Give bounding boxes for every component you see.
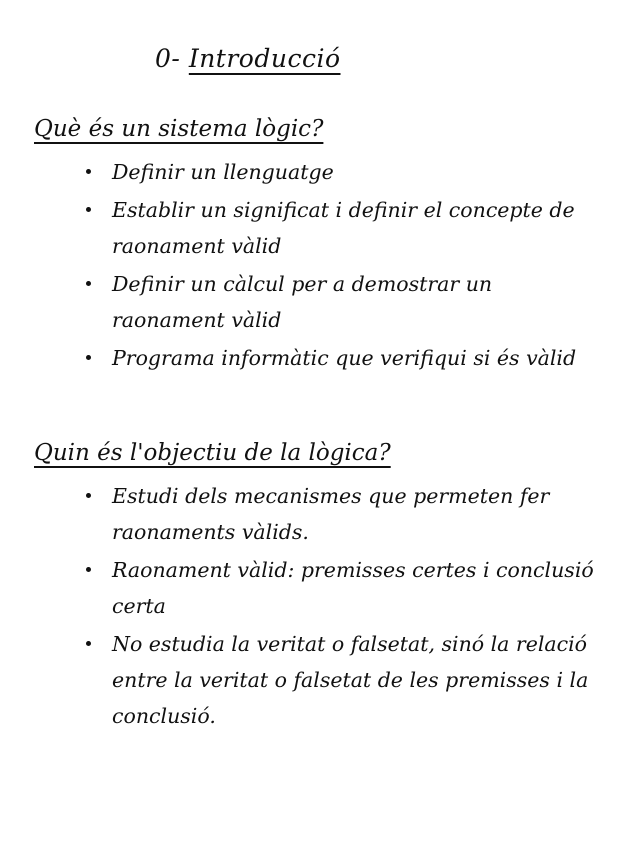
bullet-list-logic-objective: [80, 478, 610, 736]
list-item: [80, 154, 610, 190]
list-item-text: Definir un càlcul per a demostrar un raonament vàlid: [112, 272, 493, 332]
bullet-list-logic-system: [80, 154, 610, 378]
bullet-icon: [86, 493, 91, 498]
section-heading-logic-system: Què és un sistema lògic?: [34, 116, 324, 142]
page-title: [155, 44, 341, 73]
list-item-text: Programa informàtic que verifiqui si és vàlid: [112, 346, 577, 370]
bullet-icon: [86, 641, 91, 646]
list-item: [80, 552, 610, 624]
list-item-text: Raonament vàlid: premisses certes i conclusió certa: [112, 558, 594, 618]
bullet-icon: [86, 355, 91, 360]
list-item-text: Definir un llenguatge: [112, 160, 334, 184]
title-number: 0-: [155, 44, 181, 73]
list-item: [80, 478, 610, 550]
bullet-icon: [86, 281, 91, 286]
list-item-text: No estudia la veritat o falsetat, sinó la relació entre la veritat o falsetat de les premisses i la conclusió.: [112, 632, 589, 728]
list-item: [80, 340, 610, 376]
bullet-icon: [86, 567, 91, 572]
list-item: [80, 266, 610, 338]
list-item-text: Estudi dels mecanismes que permeten fer raonaments vàlids.: [112, 484, 550, 544]
list-item: [80, 626, 610, 734]
list-item-text: Establir un significat i definir el concepte de raonament vàlid: [112, 198, 575, 258]
section-heading-logic-objective: Quin és l'objectiu de la lògica?: [34, 440, 391, 466]
list-item: [80, 192, 610, 264]
title-text: Introducció: [188, 44, 341, 73]
bullet-icon: [86, 207, 91, 212]
bullet-icon: [86, 169, 91, 174]
